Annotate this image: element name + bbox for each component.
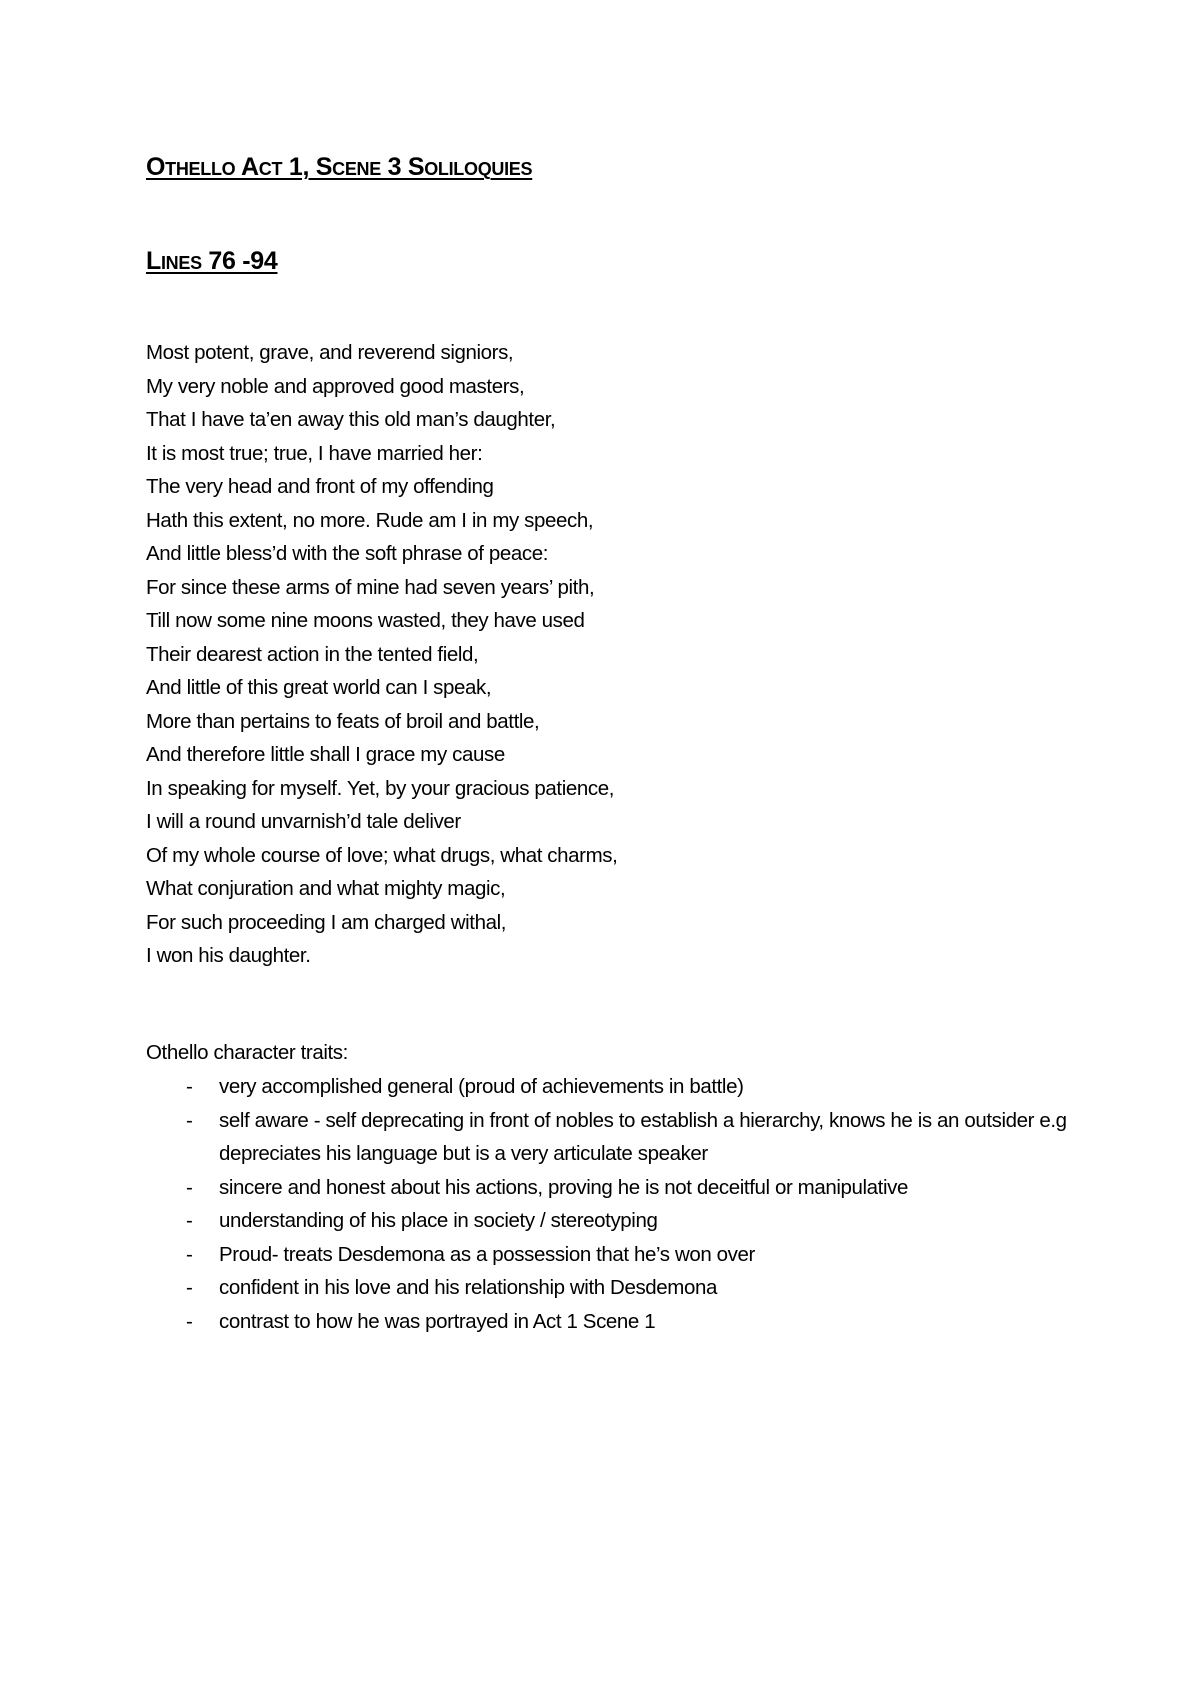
- speech-line: In speaking for myself. Yet, by your gracious patience,: [146, 776, 614, 800]
- speech-line: My very noble and approved good masters,: [146, 374, 525, 398]
- document-title: Othello Act 1, Scene 3 Soliloquies: [146, 153, 533, 181]
- trait-item: [146, 1305, 1086, 1339]
- trait-item: [146, 1070, 1086, 1104]
- trait-text: Proud- treats Desdemona as a possession that he’s won over: [219, 1242, 755, 1266]
- document-body: [146, 150, 1086, 1333]
- speech-line: I will a round unvarnish’d tale deliver: [146, 810, 461, 833]
- traits-heading: Othello character traits:: [146, 1041, 348, 1064]
- speech-line: Their dearest action in the tented field,: [146, 642, 479, 666]
- speech-line: And little bless’d with the soft phrase of peace:: [146, 542, 549, 565]
- speech-line: I won his daughter.: [146, 944, 311, 967]
- speech-line: It is most true; true, I have married her:: [146, 441, 483, 465]
- bullet-dash: -: [186, 1075, 193, 1098]
- speech-line: Most potent, grave, and reverend signiors,: [146, 341, 514, 364]
- speech-line: For such proceeding I am charged withal,: [146, 910, 507, 934]
- traits-list: [146, 1070, 1086, 1338]
- trait-text: confident in his love and his relationship with Desdemona: [219, 1276, 717, 1299]
- speech-line: Of my whole course of love; what drugs, what charms,: [146, 843, 618, 867]
- trait-item: [146, 1271, 1086, 1305]
- trait-item: [146, 1171, 1086, 1205]
- trait-item: [146, 1204, 1086, 1238]
- speech-line: More than pertains to feats of broil and battle,: [146, 709, 540, 733]
- trait-text: very accomplished general (proud of achievements in battle): [219, 1075, 744, 1098]
- speech-passage: [146, 336, 617, 973]
- trait-item: [146, 1238, 1086, 1272]
- speech-line: And therefore little shall I grace my cause: [146, 743, 505, 766]
- section-heading: Lines 76 -94: [146, 247, 278, 275]
- speech-line: For since these arms of mine had seven years’ pith,: [146, 575, 595, 599]
- bullet-dash: -: [186, 1309, 193, 1333]
- speech-line: What conjuration and what mighty magic,: [146, 877, 506, 900]
- bullet-dash: -: [186, 1209, 193, 1232]
- bullet-dash: -: [186, 1276, 193, 1299]
- trait-text: understanding of his place in society / stereotyping: [219, 1209, 658, 1232]
- speech-line: The very head and front of my offending: [146, 475, 494, 498]
- speech-line: Hath this extent, no more. Rude am I in my speech,: [146, 508, 594, 532]
- trait-text: contrast to how he was portrayed in Act 1 Scene 1: [219, 1309, 656, 1333]
- trait-text: sincere and honest about his actions, proving he is not deceitful or manipulative: [219, 1175, 908, 1199]
- speech-line: That I have ta’en away this old man’s daughter,: [146, 408, 556, 431]
- speech-line: Till now some nine moons wasted, they have used: [146, 609, 585, 632]
- bullet-dash: -: [186, 1108, 193, 1132]
- trait-text: self aware - self deprecating in front of nobles to establish a hierarchy, knows he is an outsider e.g depreciates his language but is a very articulate speaker: [219, 1108, 1067, 1165]
- bullet-dash: -: [186, 1242, 193, 1266]
- speech-line: And little of this great world can I speak,: [146, 676, 492, 699]
- bullet-dash: -: [186, 1175, 193, 1199]
- trait-item: [146, 1104, 1086, 1171]
